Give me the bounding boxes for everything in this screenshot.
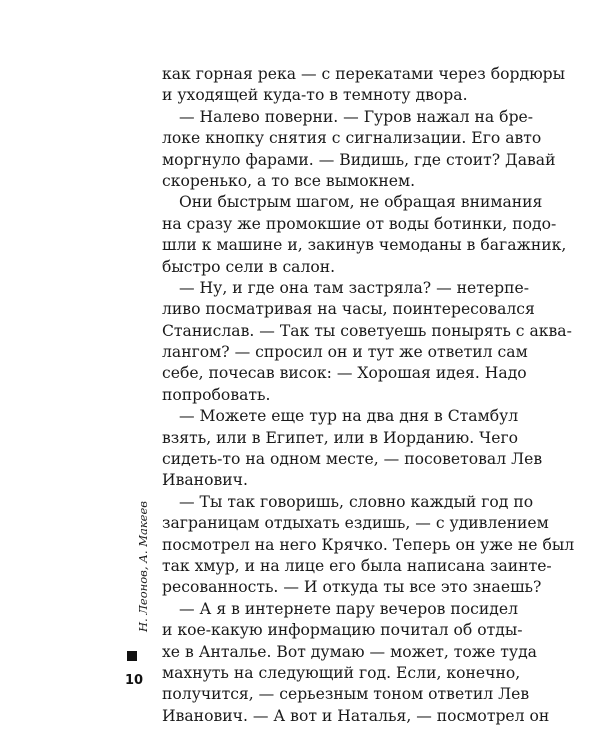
page-number: 10	[125, 673, 144, 688]
running-head-authors: Н. Леонов, А. Макеев	[136, 501, 150, 632]
text-line: Иванович. — А вот и Наталья, — посмотрел он	[162, 706, 550, 725]
text-line: быстро сели в салон.	[162, 257, 336, 276]
text-line: лангом? — спросил он и тут же ответил сам	[162, 343, 528, 362]
text-line: получится, — серьезным тоном ответил Лев	[162, 685, 530, 704]
text-line: локе кнопку снятия с сигнализации. Его авто	[162, 129, 542, 148]
body-text	[162, 64, 575, 727]
text-line: — Налево поверни. — Гуров нажал на бре-	[179, 107, 534, 126]
text-line: попробовать.	[162, 385, 271, 404]
text-line: Станислав. — Так ты советуешь понырять с аква-	[162, 321, 572, 340]
text-line: Иванович.	[162, 471, 248, 490]
text-line: — Ты так говоришь, словно каждый год по	[179, 492, 534, 511]
text-line: сидеть-то на одном месте, — посоветовал Лев	[162, 450, 543, 469]
text-line: заграницам отдыхать ездишь, — с удивлением	[162, 514, 549, 533]
text-line: на сразу же промокшие от воды ботинки, подо-	[162, 214, 557, 233]
text-line: посмотрел на него Крячко. Теперь он уже не был	[162, 535, 575, 554]
text-line: — Ну, и где она там застряла? — нетерпе-	[179, 278, 529, 297]
text-line: и уходящей куда-то в темноту двора.	[162, 86, 468, 105]
text-line: шли к машине и, закинув чемоданы в багажник,	[162, 236, 567, 255]
text-line: — А я в интернете пару вечеров посидел	[179, 599, 519, 618]
text-line: Они быстрым шагом, не обращая внимания	[179, 193, 543, 212]
text-line: как горная река — с перекатами через бордюры	[162, 65, 566, 83]
square-marker	[127, 651, 137, 661]
text-line: скоренько, а то все вымокнем.	[162, 171, 416, 190]
text-line: так хмур, и на лице его была написана заинте-	[162, 556, 552, 575]
text-line: ресованность. — И откуда ты все это знаешь?	[162, 578, 542, 597]
text-line: и кое-какую информацию почитал об отды-	[162, 621, 523, 640]
text-line: себе, почесав висок: — Хорошая идея. Надо	[162, 364, 527, 383]
text-line: махнуть на следующий год. Если, конечно,	[162, 663, 521, 682]
text-line: взять, или в Египет, или в Иорданию. Чего	[162, 428, 519, 447]
text-line: ливо посматривая на часы, поинтересовался	[162, 300, 535, 319]
text-line: хе в Анталье. Вот думаю — может, тоже туда	[162, 642, 537, 661]
text-line: — Можете еще тур на два дня в Стамбул	[179, 407, 519, 426]
text-line: моргнуло фарами. — Видишь, где стоит? Давай	[162, 150, 556, 169]
